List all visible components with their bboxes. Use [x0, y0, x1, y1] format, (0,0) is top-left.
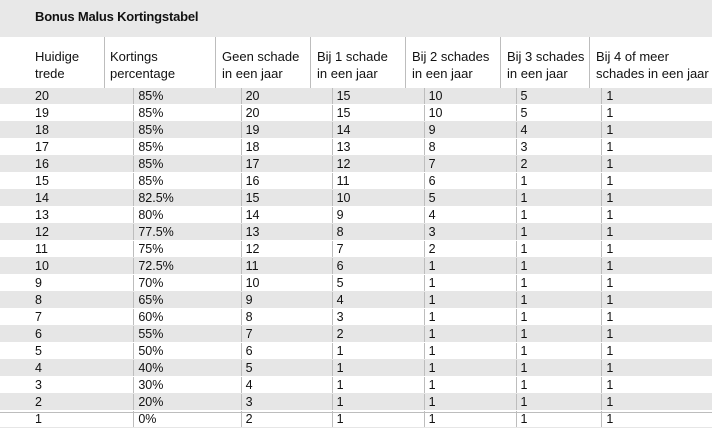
table-cell: 1 — [602, 292, 712, 309]
table-cell: 55% — [134, 326, 241, 343]
table-cell: 12 — [241, 241, 332, 258]
table-row — [0, 241, 712, 258]
table-body — [0, 88, 712, 428]
table-cell: 6 — [424, 173, 516, 190]
header-bij-1-schade — [317, 48, 388, 82]
table-row — [0, 258, 712, 275]
header-line: Kortings — [110, 49, 158, 64]
table-cell: 1 — [602, 190, 712, 207]
table-cell: 1 — [602, 394, 712, 411]
table-cell: 1 — [602, 411, 712, 428]
table-cell: 40% — [134, 360, 241, 377]
table-cell: 14 — [241, 207, 332, 224]
table-cell: 85% — [134, 139, 241, 156]
header-line: in een jaar — [412, 66, 473, 81]
table-cell: 13 — [0, 207, 134, 224]
table-row — [0, 343, 712, 360]
header-line: in een jaar — [507, 66, 568, 81]
table-cell: 4 — [516, 122, 602, 139]
table-cell: 14 — [332, 122, 424, 139]
table-row — [0, 156, 712, 173]
table-cell: 20 — [241, 88, 332, 105]
table-cell: 1 — [602, 275, 712, 292]
table-cell: 1 — [516, 207, 602, 224]
table-cell: 1 — [516, 309, 602, 326]
table-cell: 4 — [241, 377, 332, 394]
header-huidige-trede — [35, 48, 79, 82]
header-line: in een jaar — [222, 66, 283, 81]
table-cell: 1 — [0, 411, 134, 428]
table-cell: 85% — [134, 122, 241, 139]
table-cell: 13 — [332, 139, 424, 156]
header-kortings-percentage — [110, 48, 175, 82]
table-cell: 11 — [332, 173, 424, 190]
table-cell: 15 — [0, 173, 134, 190]
table-row — [0, 292, 712, 309]
table-cell: 12 — [332, 156, 424, 173]
table-cell: 1 — [332, 377, 424, 394]
table-cell: 1 — [516, 377, 602, 394]
table-row — [0, 377, 712, 394]
table-cell: 1 — [602, 156, 712, 173]
table-cell: 1 — [602, 326, 712, 343]
table-row — [0, 275, 712, 292]
table-cell: 3 — [516, 139, 602, 156]
table-bottom-rule — [0, 412, 712, 413]
column-divider — [405, 37, 406, 88]
header-line: Geen schade — [222, 49, 300, 64]
header-bij-4-of-meer — [596, 48, 709, 82]
title-bar — [0, 0, 712, 37]
table-cell: 3 — [424, 224, 516, 241]
table-cell: 1 — [602, 241, 712, 258]
table-row — [0, 139, 712, 156]
table-cell: 1 — [602, 343, 712, 360]
header-line: Bij 3 schades — [507, 49, 585, 64]
header-line: Bij 4 of meer — [596, 49, 669, 64]
header-line: schades in een jaar — [596, 66, 709, 81]
table-cell: 1 — [332, 411, 424, 428]
table-cell: 10 — [424, 105, 516, 122]
table-cell: 2 — [0, 394, 134, 411]
table-cell: 1 — [332, 394, 424, 411]
table-cell: 5 — [424, 190, 516, 207]
table-row — [0, 122, 712, 139]
table-cell: 20 — [241, 105, 332, 122]
table-cell: 65% — [134, 292, 241, 309]
header-line: Bij 2 schades — [412, 49, 490, 64]
column-divider — [215, 37, 216, 88]
table-cell: 10 — [332, 190, 424, 207]
table-cell: 60% — [134, 309, 241, 326]
table-cell: 80% — [134, 207, 241, 224]
table-cell: 3 — [0, 377, 134, 394]
header-geen-schade — [222, 48, 299, 82]
table-cell: 10 — [424, 88, 516, 105]
column-divider — [310, 37, 311, 88]
table-cell: 85% — [134, 156, 241, 173]
table-cell: 11 — [0, 241, 134, 258]
table-cell: 15 — [332, 105, 424, 122]
table-cell: 7 — [0, 309, 134, 326]
header-line: percentage — [110, 66, 176, 81]
table-cell: 85% — [134, 105, 241, 122]
table-row — [0, 326, 712, 343]
table-cell: 3 — [241, 394, 332, 411]
table-row — [0, 207, 712, 224]
table-cell: 1 — [602, 173, 712, 190]
table-cell: 13 — [241, 224, 332, 241]
table-cell: 15 — [241, 190, 332, 207]
table-cell: 1 — [516, 190, 602, 207]
header-line: in een jaar — [317, 66, 378, 81]
table-cell: 1 — [516, 343, 602, 360]
table-cell: 16 — [241, 173, 332, 190]
table-cell: 1 — [332, 360, 424, 377]
table-cell: 1 — [424, 360, 516, 377]
table-cell: 5 — [516, 105, 602, 122]
table-cell: 1 — [602, 360, 712, 377]
table-cell: 3 — [332, 309, 424, 326]
table-cell: 1 — [516, 275, 602, 292]
table-cell: 2 — [241, 411, 332, 428]
table-cell: 4 — [332, 292, 424, 309]
table-cell: 1 — [516, 173, 602, 190]
table-row — [0, 360, 712, 377]
column-divider — [104, 37, 105, 88]
table-cell: 82.5% — [134, 190, 241, 207]
table-cell: 9 — [332, 207, 424, 224]
table-cell: 1 — [602, 88, 712, 105]
table-row — [0, 173, 712, 190]
table-cell: 5 — [0, 343, 134, 360]
table-cell: 2 — [516, 156, 602, 173]
table-cell: 10 — [241, 275, 332, 292]
header-line: Huidige — [35, 49, 80, 64]
table-cell: 20 — [0, 88, 134, 105]
table-cell: 9 — [424, 122, 516, 139]
table-cell: 17 — [241, 156, 332, 173]
table-row — [0, 88, 712, 105]
table-cell: 1 — [602, 139, 712, 156]
table-cell: 1 — [516, 258, 602, 275]
table-cell: 1 — [602, 207, 712, 224]
table-cell: 5 — [241, 360, 332, 377]
header-line: Bij 1 schade — [317, 49, 388, 64]
table-cell: 18 — [0, 122, 134, 139]
table-cell: 5 — [332, 275, 424, 292]
table-row — [0, 309, 712, 326]
table-header — [0, 37, 712, 88]
table-row — [0, 105, 712, 122]
table-cell: 7 — [332, 241, 424, 258]
table-cell: 9 — [241, 292, 332, 309]
table-row — [0, 394, 712, 411]
table-cell: 1 — [424, 377, 516, 394]
table-cell: 1 — [424, 275, 516, 292]
table-cell: 19 — [241, 122, 332, 139]
table-cell: 85% — [134, 88, 241, 105]
table-cell: 6 — [241, 343, 332, 360]
table-cell: 30% — [134, 377, 241, 394]
table-cell: 11 — [241, 258, 332, 275]
column-divider — [589, 37, 590, 88]
table-cell: 8 — [332, 224, 424, 241]
column-divider — [500, 37, 501, 88]
table-cell: 1 — [602, 309, 712, 326]
table-cell: 1 — [516, 411, 602, 428]
table-cell: 5 — [516, 88, 602, 105]
table-cell: 1 — [424, 326, 516, 343]
table-cell: 1 — [424, 309, 516, 326]
header-bij-3-schades — [507, 48, 584, 82]
table-row — [0, 224, 712, 241]
table-cell: 1 — [516, 394, 602, 411]
table-cell: 18 — [241, 139, 332, 156]
table-cell: 8 — [241, 309, 332, 326]
table-cell: 1 — [516, 360, 602, 377]
table-cell: 75% — [134, 241, 241, 258]
table-cell: 14 — [0, 190, 134, 207]
table-cell: 4 — [0, 360, 134, 377]
table-cell: 1 — [602, 224, 712, 241]
table-cell: 6 — [332, 258, 424, 275]
table-cell: 70% — [134, 275, 241, 292]
table-cell: 50% — [134, 343, 241, 360]
table-cell: 7 — [424, 156, 516, 173]
header-line: trede — [35, 66, 65, 81]
table-cell: 17 — [0, 139, 134, 156]
table-cell: 1 — [516, 292, 602, 309]
table-cell: 1 — [516, 326, 602, 343]
table-cell: 19 — [0, 105, 134, 122]
table-cell: 72.5% — [134, 258, 241, 275]
table-cell: 9 — [0, 275, 134, 292]
table-cell: 1 — [516, 241, 602, 258]
table-cell: 10 — [0, 258, 134, 275]
table-cell: 2 — [424, 241, 516, 258]
table-cell: 1 — [424, 411, 516, 428]
table-cell: 1 — [424, 394, 516, 411]
table-row — [0, 411, 712, 428]
table-cell: 16 — [0, 156, 134, 173]
table-row — [0, 190, 712, 207]
table-cell: 4 — [424, 207, 516, 224]
table-cell: 1 — [332, 343, 424, 360]
table-cell: 1 — [602, 258, 712, 275]
table-cell: 1 — [602, 122, 712, 139]
table-cell: 1 — [602, 377, 712, 394]
table-title: Bonus Malus Kortingstabel — [35, 9, 199, 24]
table-cell: 0% — [134, 411, 241, 428]
table-cell: 8 — [0, 292, 134, 309]
table-cell: 2 — [332, 326, 424, 343]
table-cell: 1 — [424, 343, 516, 360]
table-cell: 12 — [0, 224, 134, 241]
table-cell: 1 — [424, 292, 516, 309]
table-cell: 1 — [424, 258, 516, 275]
table-cell: 8 — [424, 139, 516, 156]
table-cell: 15 — [332, 88, 424, 105]
table-cell: 6 — [0, 326, 134, 343]
table-cell: 1 — [516, 224, 602, 241]
table-cell: 20% — [134, 394, 241, 411]
header-bij-2-schades — [412, 48, 489, 82]
table-cell: 85% — [134, 173, 241, 190]
table-cell: 77.5% — [134, 224, 241, 241]
kortings-table — [0, 88, 712, 428]
table-cell: 1 — [602, 105, 712, 122]
table-cell: 7 — [241, 326, 332, 343]
